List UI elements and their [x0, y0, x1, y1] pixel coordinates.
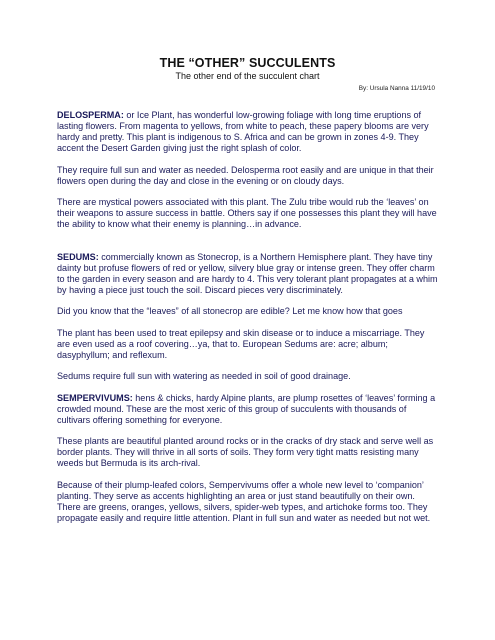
delosperma-paragraph-2: They require full sun and water as needed. Delosperma root easily and are unique in that their flowers open during the day and close in the evening or on cloudy days. — [57, 164, 434, 186]
delosperma-paragraph-1 — [57, 110, 439, 154]
document-body — [57, 110, 439, 534]
sedums-paragraph-3: The plant has been used to treat epilepsy and skin disease or to induce a miscarriage. They are even used as a roof covering…ya, that to. European Sedums are: acre; album; dasyphyllum; and reflexum. — [57, 327, 425, 360]
sempervivums-paragraph-3: Because of their plump-leafed colors, Sempervivums offer a whole new level to ‘companion’ planting. They serve as accents highlighting an area or just stand beautifully on their own. — [57, 479, 424, 501]
sempervivums-heading: SEMPERVIVUMS: — [57, 392, 133, 403]
sedums-heading: SEDUMS: — [57, 251, 99, 262]
sempervivums-intro-text: hens & chicks, hardy Alpine plants, are plump rosettes of ‘leaves’ forming a crowded mound. These are the most xeric of this group of succulents with thousands of cultivars offering something for everyone. — [57, 392, 436, 425]
sedums-paragraph-1 — [57, 252, 439, 296]
document-title: THE “OTHER” SUCCULENTS — [159, 56, 336, 70]
sempervivums-paragraph-1 — [57, 393, 439, 426]
sempervivums-paragraph-2: These plants are beautiful planted around rocks or in the cracks of dry stack and serve well as border plants. They will thrive in all sorts of soils. They form very tight matts resisting many weeds but Bermuda is its arch-rival. — [57, 436, 434, 468]
delosperma-paragraph-3: There are mystical powers associated with this plant. The Zulu tribe would rub the ‘leaves’ on their weapons to assure success in battle. Others say if one possesses this plant they will have the ability to know what their enemy is planning…in advance. — [57, 197, 437, 229]
section-spacer — [57, 241, 439, 252]
sedums-paragraph-4: Sedums require full sun with watering as needed in soil of good drainage. — [57, 371, 351, 381]
delosperma-intro-text: or Ice Plant, has wonderful low-growing foliage with long time eruptions of lasting flowers. From magenta to yellows, from white to peach, these papery blooms are very hardy and pretty. This plant is indigenous to S. Africa and can be grown in zones 4-9. They accent the Desert Garden giving just the right splash of color. — [57, 110, 429, 153]
document-subtitle: The other end of the succulent chart — [175, 71, 320, 81]
sedums-paragraph-2: Did you know that the “leaves” of all stonecrop are edible? Let me know how that goes — [57, 306, 403, 316]
author-byline: By: Ursula Nanna 11/19/10 — [358, 85, 435, 92]
sedums-intro-text: commercially known as Stonecrop, is a Northern Hemisphere plant. They have tiny dainty but profuse flowers of red or yellow, silvery blue gray or intense green. They offer charm to the garden in every season and are hardy to 4. This very tolerant plant propagates at a whim by having a piece just touch the soil. Discard pieces very discriminately. — [57, 251, 438, 295]
delosperma-heading: DELOSPERMA: — [57, 110, 124, 120]
sempervivums-paragraph-4: There are greens, oranges, yellows, silvers, spider-web types, and artichoke forms too. They propagate easily and require little attention. Plant in full sun and water as needed but not wet. — [57, 501, 431, 523]
